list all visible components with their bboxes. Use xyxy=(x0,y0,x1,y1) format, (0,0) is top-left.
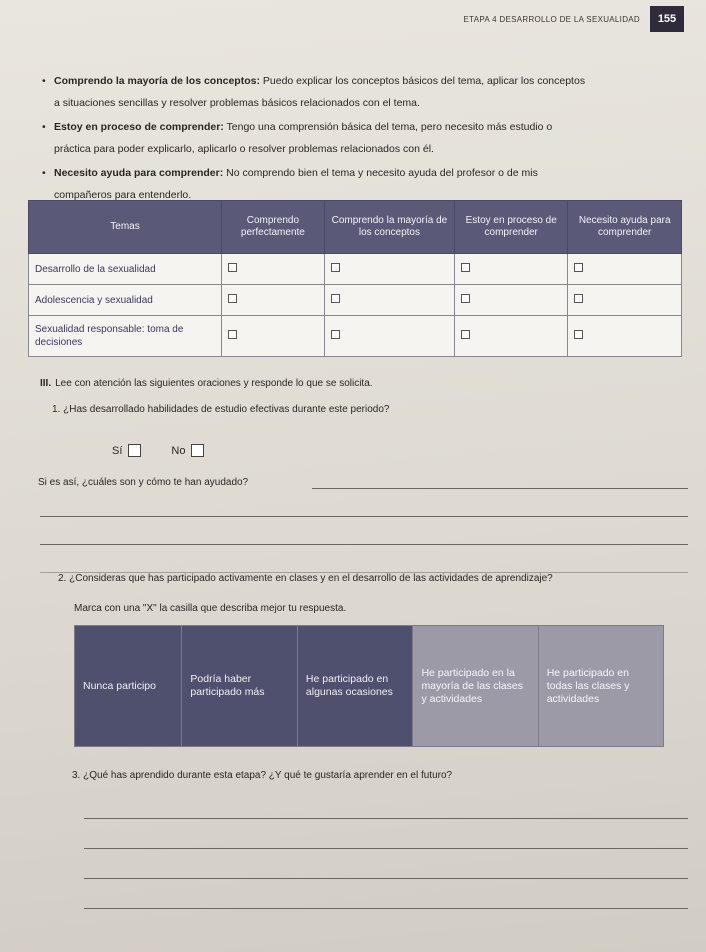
checkbox[interactable] xyxy=(574,263,583,272)
option-podria[interactable]: Podría haber participado más xyxy=(182,626,298,747)
header-comprendo: Comprendo perfectamente xyxy=(222,201,325,254)
checkbox-cell[interactable] xyxy=(324,285,454,316)
criteria-item xyxy=(42,70,682,114)
checkbox[interactable] xyxy=(461,330,470,339)
checkbox-cell[interactable] xyxy=(455,316,568,357)
checkbox-cell[interactable] xyxy=(324,316,454,357)
header-mayoria: Comprendo la mayoría de los conceptos xyxy=(324,201,454,254)
answer-line[interactable] xyxy=(312,488,688,489)
option-todas[interactable]: He participado en todas las clases y actividades xyxy=(538,626,663,747)
criteria-text-cont: práctica para poder explicarlo, aplicarlo o resolver problemas relacionados con él. xyxy=(54,143,434,155)
checkbox[interactable] xyxy=(228,263,237,272)
criteria-text: No comprendo bien el tema y necesito ayuda del profesor o de mis xyxy=(223,167,538,179)
criteria-title: Comprendo la mayoría de los conceptos: xyxy=(54,75,260,87)
checkbox[interactable] xyxy=(574,330,583,339)
topic-cell: Desarrollo de la sexualidad xyxy=(29,254,222,285)
header-proceso: Estoy en proceso de comprender xyxy=(455,201,568,254)
option-nunca[interactable]: Nunca participo xyxy=(75,626,182,747)
no-option[interactable] xyxy=(171,444,204,457)
criteria-text-cont: a situaciones sencillas y resolver problemas básicos relacionados con el tema. xyxy=(54,97,420,109)
answer-line[interactable] xyxy=(84,848,688,849)
checkbox[interactable] xyxy=(574,294,583,303)
question-1: 1. ¿Has desarrollado habilidades de estudio efectivas durante este periodo? xyxy=(52,404,390,415)
answer-line[interactable] xyxy=(84,908,688,909)
question-3: 3. ¿Qué has aprendido durante esta etapa? ¿Y qué te gustaría aprender en el futuro? xyxy=(72,770,453,781)
question-1-followup: Si es así, ¿cuáles son y cómo te han ayudado? xyxy=(38,477,249,488)
checkbox-cell[interactable] xyxy=(222,285,325,316)
criteria-title: Estoy en proceso de comprender: xyxy=(54,121,224,133)
checkbox-cell[interactable] xyxy=(568,254,682,285)
answer-line[interactable] xyxy=(84,818,688,819)
section-heading xyxy=(40,378,373,389)
participation-scale xyxy=(74,625,664,747)
criteria-text: Tengo una comprensión básica del tema, pero necesito más estudio o xyxy=(223,121,553,133)
yes-option[interactable] xyxy=(112,444,141,457)
checkbox[interactable] xyxy=(331,294,340,303)
table-row xyxy=(29,254,682,285)
header-title: ETAPA 4 DESARROLLO DE LA SEXUALIDAD xyxy=(463,14,640,24)
yes-checkbox[interactable] xyxy=(128,444,141,457)
checkbox[interactable] xyxy=(461,294,470,303)
answer-line[interactable] xyxy=(84,878,688,879)
answer-line[interactable] xyxy=(40,544,688,545)
table-row xyxy=(29,316,682,357)
no-checkbox[interactable] xyxy=(191,444,204,457)
criteria-text: Puedo explicar los conceptos básicos del tema, aplicar los conceptos xyxy=(259,75,586,87)
checkbox[interactable] xyxy=(331,263,340,272)
checkbox-cell[interactable] xyxy=(568,316,682,357)
checkbox-cell[interactable] xyxy=(222,316,325,357)
checkbox[interactable] xyxy=(228,294,237,303)
checkbox-cell[interactable] xyxy=(222,254,325,285)
criteria-list xyxy=(42,70,682,208)
criteria-title: Necesito ayuda para comprender: xyxy=(54,167,224,179)
page-header xyxy=(464,6,685,32)
topic-cell: Sexualidad responsable: toma de decisiones xyxy=(29,316,222,357)
option-mayoria[interactable]: He participado en la mayoría de las clases y actividades xyxy=(413,626,538,747)
no-label: No xyxy=(171,444,186,457)
criteria-item xyxy=(42,116,682,160)
table-row xyxy=(29,285,682,316)
table-header-row xyxy=(29,201,682,254)
section-text: Lee con atención las siguientes oraciones y responde lo que se solicita. xyxy=(55,378,373,389)
criteria-text-cont: compañeros para entenderlo. xyxy=(54,189,192,201)
option-algunas[interactable]: He participado en algunas ocasiones xyxy=(297,626,413,747)
checkbox-cell[interactable] xyxy=(455,254,568,285)
checkbox[interactable] xyxy=(461,263,470,272)
header-temas: Temas xyxy=(29,201,222,254)
checkbox[interactable] xyxy=(331,330,340,339)
header-ayuda: Necesito ayuda para comprender xyxy=(568,201,682,254)
page-number: 155 xyxy=(650,6,684,32)
self-assessment-table xyxy=(28,200,682,357)
question-2: 2. ¿Consideras que has participado activamente en clases y en el desarrollo de las actividades de aprendizaje? xyxy=(58,573,553,584)
yes-no-options xyxy=(112,444,204,457)
question-2-instruction: Marca con una "X" la casilla que describa mejor tu respuesta. xyxy=(74,603,347,614)
checkbox-cell[interactable] xyxy=(324,254,454,285)
scale-row xyxy=(75,626,664,747)
checkbox[interactable] xyxy=(228,330,237,339)
section-number: III. xyxy=(40,378,52,389)
checkbox-cell[interactable] xyxy=(455,285,568,316)
topic-cell: Adolescencia y sexualidad xyxy=(29,285,222,316)
answer-line[interactable] xyxy=(40,516,688,517)
yes-label: Sí xyxy=(112,444,123,457)
checkbox-cell[interactable] xyxy=(568,285,682,316)
